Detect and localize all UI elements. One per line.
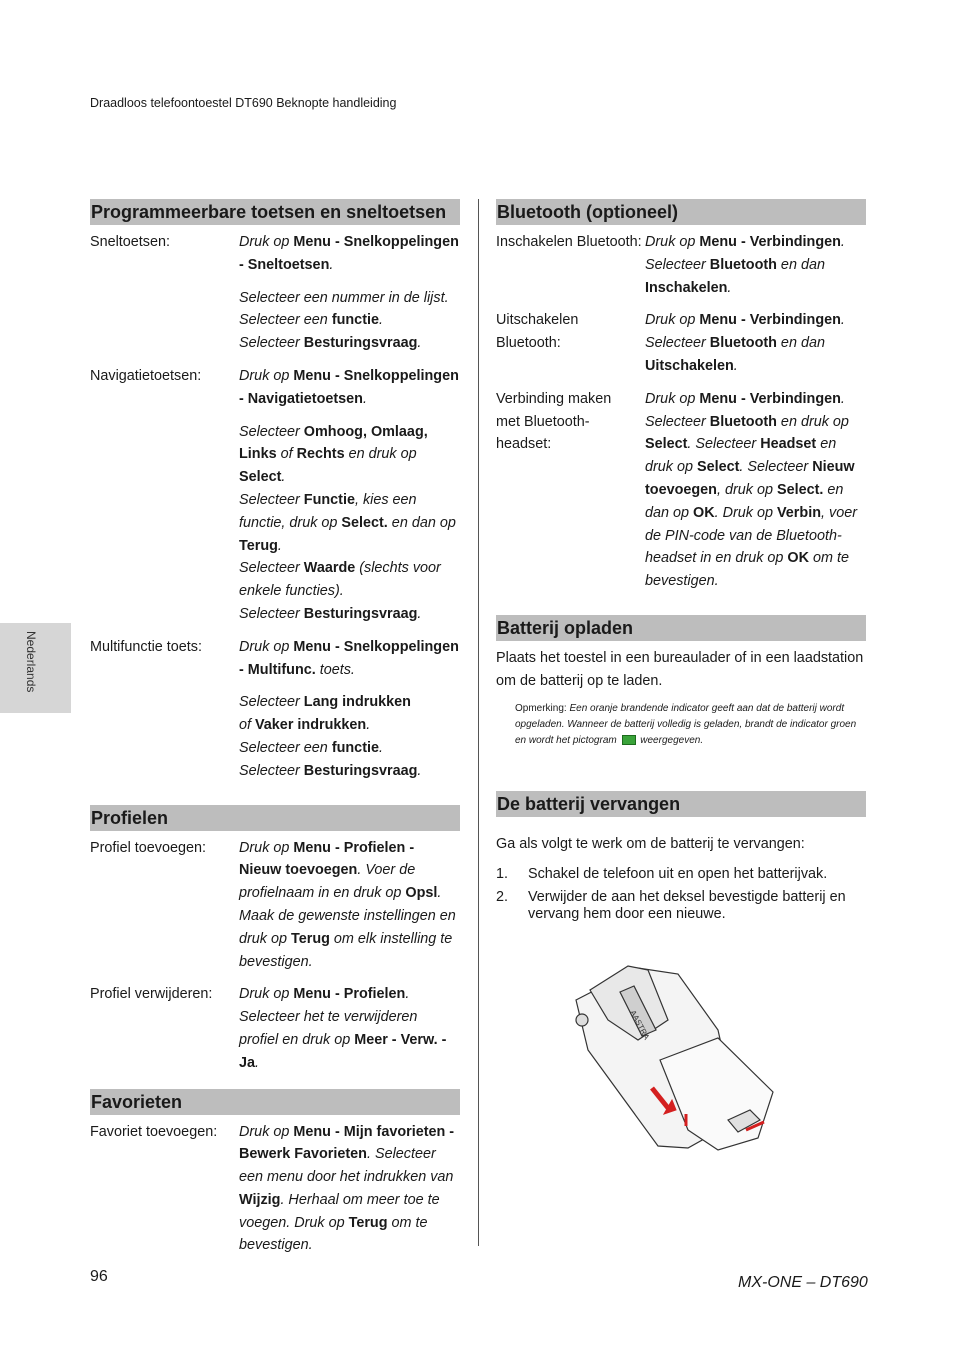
column-divider xyxy=(478,199,479,1246)
right-column xyxy=(496,199,866,929)
row-value: Druk op Menu - Verbindingen. Selecteer Bluetooth en dan Inschakelen. xyxy=(645,234,845,296)
section-title-programmable-keys: Programmeerbare toetsen en sneltoetsen xyxy=(90,199,460,225)
row-value: Druk op Menu - Profielen. Selecteer het te verwijderen profiel en druk op Meer - Verw. - Ja. xyxy=(239,986,447,1071)
row-label: Multifunctie toets: xyxy=(90,638,202,655)
clip-ring xyxy=(576,1014,588,1026)
row-label: Inschakelen Bluetooth: xyxy=(496,234,642,250)
table-row xyxy=(90,1121,460,1258)
row-value: Druk op Menu - Profielen - Nieuw toevoegen. Voer de profielnaam in en druk op Opsl. Maak de gewenste instellingen en druk op Terug om elk instelling te bevestigen. xyxy=(239,839,456,970)
list-item: 1. Schakel de telefoon uit en open het batterijvak. xyxy=(496,866,828,883)
section-title-bluetooth: Bluetooth (optioneel) xyxy=(496,199,866,225)
row-value: Druk op Menu - Snelkoppelingen - Sneltoetsen. Selecteer een nummer in de lijst. Selecteer een functie. Selecteer Besturingsvraag. xyxy=(239,234,459,352)
table-row xyxy=(496,231,866,299)
table-row xyxy=(90,231,460,355)
section-title-profiles: Profielen xyxy=(90,805,460,831)
section-title-replace-battery: De batterij vervangen xyxy=(496,791,866,817)
table-row xyxy=(90,365,460,626)
product-name: MX-ONE – DT690 xyxy=(738,1274,868,1291)
replace-intro: Ga als volgt te werk om de batterij te vervangen: xyxy=(496,835,805,852)
row-label: Profiel toevoegen: xyxy=(90,839,207,856)
table-row xyxy=(496,388,866,593)
table-row xyxy=(90,636,460,783)
running-header: Draadloos telefoontoestel DT690 Beknopte handleiding xyxy=(90,96,397,110)
charging-text: Plaats het toestel in een bureaulader of in een laadstation om de batterij op te laden. xyxy=(496,649,864,689)
left-column xyxy=(90,199,460,1257)
section-title-favorites: Favorieten xyxy=(90,1089,460,1115)
table-row xyxy=(90,983,460,1074)
row-label: Sneltoetsen: xyxy=(90,234,171,250)
page-number: 96 xyxy=(90,1268,108,1285)
table-row xyxy=(496,309,866,377)
list-item: 2. Verwijder de aan het deksel bevestigde batterij en vervang hem door een nieuwe. xyxy=(496,889,846,923)
row-value: Druk op Menu - Verbindingen. Selecteer Bluetooth en druk op Select. Selecteer Headset en druk op Select. Selecteer Nieuw toevoegen, druk op Select. en dan op OK. Druk op Verbin, voer de PIN-code van de Bluetooth-headset in en druk op OK om te bevestigen. xyxy=(645,390,857,590)
logo-text: AASTRA xyxy=(628,1008,652,1042)
row-label: Profiel verwijderen: xyxy=(90,986,213,1003)
battery-replacement-illustration xyxy=(568,960,790,1152)
row-value: Druk op Menu - Verbindingen. Selecteer Bluetooth en dan Uitschakelen. xyxy=(645,312,845,374)
row-label: Verbinding maken met Bluetooth-headset: xyxy=(496,390,612,453)
row-value: Druk op Menu - Snelkoppelingen - Multifunc. toets. Selecteer Lang indrukken of Vaker indrukken. Selecteer een functie. Selecteer Besturingsvraag. xyxy=(239,638,459,779)
table-row xyxy=(90,837,460,974)
row-label: Uitschakelen Bluetooth: xyxy=(496,312,579,352)
battery-full-icon xyxy=(622,735,636,745)
row-label: Navigatietoetsen: xyxy=(90,367,202,384)
language-side-tab xyxy=(0,623,71,713)
side-tab-label: Nederlands xyxy=(24,631,38,693)
row-label: Favoriet toevoegen: xyxy=(90,1123,218,1140)
row-value: Druk op Menu - Mijn favorieten - Bewerk Favorieten. Selecteer een menu door het indrukken van Wijzig. Herhaal om meer toe te voegen. Druk op Terug om te bevestigen. xyxy=(239,1123,455,1254)
section-title-charging: Batterij opladen xyxy=(496,615,866,641)
row-value: Druk op Menu - Snelkoppelingen - Navigatietoetsen. Selecteer Omhoog, Omlaag, Links of Rechts en druk op Select. Selecteer Functie, kies een functie, druk op Select. en dan op Terug. Selecteer Waarde (slechts voor enkele functies). Selecteer Besturingsvraag. xyxy=(239,367,459,622)
charging-note: Opmerking: Een oranje brandende indicator geeft aan dat de batterij wordt opgeladen. Wanneer de batterij volledig is geladen, brandt de indicator groen en wordt het pictogram weergegeven. xyxy=(515,702,857,746)
replace-steps-list xyxy=(496,866,866,923)
